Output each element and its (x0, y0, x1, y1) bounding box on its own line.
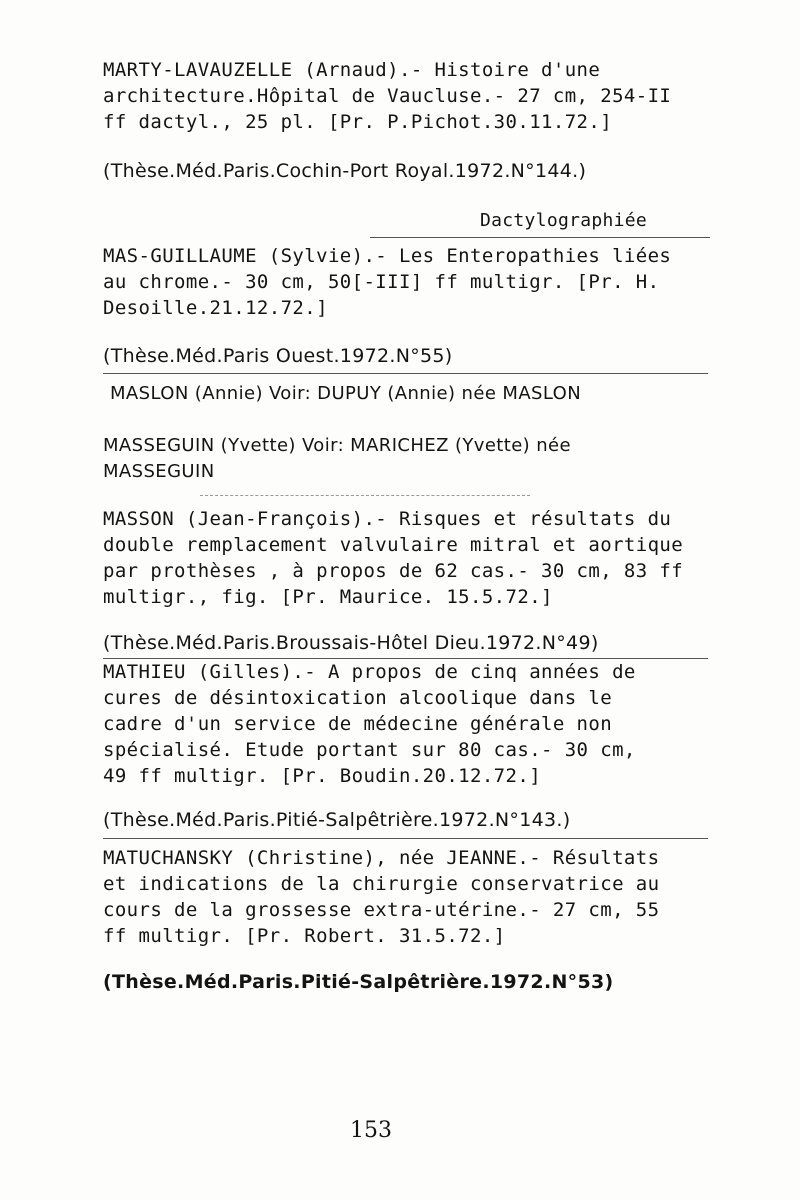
entry-line: MASSEGUIN (Yvette) Voir: MARICHEZ (Yvette) née (103, 435, 571, 456)
cross-reference-entry (110, 381, 722, 407)
entry-line: double remplacement valvulaire mitral et aortique (103, 534, 684, 556)
entry-line: multigr., fig. [Pr. Maurice. 15.5.72.] (103, 586, 553, 608)
entry-line: architecture.Hôpital de Vaucluse.- 27 cm, 254-II (103, 85, 672, 107)
thesis-note: (Thèse.Méd.Paris.Broussais-Hôtel Dieu.1972.N°49) (103, 632, 599, 654)
entry-line: Desoille.21.12.72.] (103, 297, 328, 319)
bibliography-entry (103, 243, 715, 321)
entry-line: MASSON (Jean-François).- Risques et résultats du (103, 508, 672, 530)
bibliography-entry (103, 506, 715, 610)
bibliography-entry (103, 845, 715, 949)
entry-line: MASSEGUIN (103, 461, 215, 482)
entry-line: MATHIEU (Gilles).- A propos de cinq années de (103, 661, 636, 683)
thesis-note: (Thèse.Méd.Paris.Cochin-Port Royal.1972.N°144.) (103, 160, 587, 182)
entry-line: ff multigr. [Pr. Robert. 31.5.72.] (103, 925, 506, 947)
entry-line: MAS-GUILLAUME (Sylvie).- Les Enteropathies liées (103, 245, 672, 267)
entry-line: MARTY-LAVAUZELLE (Arnaud).- Histoire d'une (103, 59, 601, 81)
separator (370, 237, 710, 238)
entry-line: spécialisé. Etude portant sur 80 cas.- 30 cm, (103, 739, 636, 761)
entry-line: par prothèses , à propos de 62 cas.- 30 cm, 83 ff (103, 560, 684, 582)
separator (103, 838, 708, 839)
entry-line: cours de la grossesse extra-utérine.- 27 cm, 55 (103, 899, 660, 921)
entry-line: MATUCHANSKY (Christine), née JEANNE.- Résultats (103, 847, 660, 869)
bibliography-entry (103, 659, 715, 789)
thesis-note: (Thèse.Méd.Paris.Pitié-Salpêtrière.1972.N°53) (103, 971, 614, 993)
bibliography-entry (103, 57, 715, 135)
thesis-note: (Thèse.Méd.Paris Ouest.1972.N°55) (103, 345, 453, 367)
cross-reference-entry (103, 433, 715, 485)
entry-line: 49 ff multigr. [Pr. Boudin.20.12.72.] (103, 765, 542, 787)
entry-line: MASLON (Annie) Voir: DUPUY (Annie) née MASLON (110, 383, 582, 404)
typescript-note: Dactylographiée (480, 210, 648, 231)
entry-line: au chrome.- 30 cm, 50[-III] ff multigr. [Pr. H. (103, 271, 660, 293)
entry-line: ff dactyl., 25 pl. [Pr. P.Pichot.30.11.72.] (103, 111, 613, 133)
reverse-side-bleed (95, 990, 735, 1120)
separator (200, 495, 530, 496)
entry-line: cures de désintoxication alcoolique dans le (103, 687, 613, 709)
entry-line: et indications de la chirurgie conservatrice au (103, 873, 660, 895)
thesis-note: (Thèse.Méd.Paris.Pitié-Salpêtrière.1972.N°143.) (103, 809, 571, 831)
separator (103, 373, 708, 374)
entry-line: cadre d'un service de médecine générale non (103, 713, 613, 735)
page-number: 153 (350, 1118, 392, 1143)
